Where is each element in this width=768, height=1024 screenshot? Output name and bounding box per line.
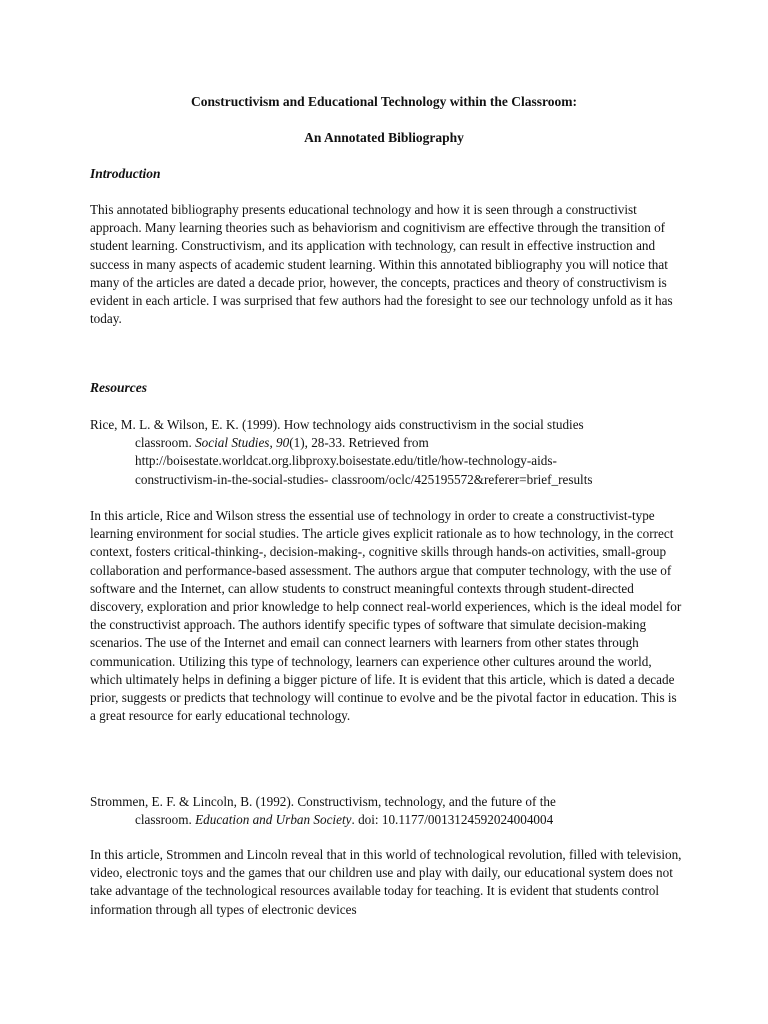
citation-line: Rice, M. L. & Wilson, E. K. (1999). How technology aids constructivism in the social studies (90, 417, 584, 432)
resources-heading: Resources (90, 380, 147, 395)
citation-strommen-lincoln (90, 793, 700, 829)
introduction-heading: Introduction (90, 166, 161, 181)
citation-text: . doi: 10.1177/0013124592024004004 (351, 812, 554, 828)
journal-volume: 90 (276, 435, 290, 451)
document-title: Constructivism and Educational Technology within the Classroom: (190, 94, 578, 109)
citation-line (90, 434, 700, 452)
citation-text: , (269, 435, 277, 451)
citation-text: classroom. (135, 435, 196, 451)
citation-line (90, 811, 700, 829)
citation-url-line: http://boisestate.worldcat.org.libproxy.boisestate.edu/title/how-technology-aids- (135, 453, 557, 469)
citation-text: (1), 28-33. Retrieved from (289, 435, 429, 451)
annotation-strommen-lincoln: In this article, Strommen and Lincoln reveal that in this world of technological revolution, filled with television, video, electronic toys and the games that our children use and play with daily, our educational system does not take advantage of the technological resources available today for teaching. It is evident that students control information through all types of electronic devices (90, 847, 682, 917)
annotation-rice-wilson: In this article, Rice and Wilson stress the essential use of technology in order to create a constructivist-type learning environment for social studies. The article gives explicit rationale as to how technology, in the correct context, fosters critical-thinking-, decision-making-, cognitive skills through hands-on activities, small-group collaboration and performance-based assessment. The authors argue that computer technology, with the use of software and the Internet, can allow students to construct meaningful contexts through student-directed discovery, exploration and prior knowledge to help connect real-world experiences, which is the ideal model for the constructivist approach. The authors identify specific types of software that simulate decision-making scenarios. The use of the Internet and email can connect learners with learners from other states through communication. Utilizing this type of technology, learners can experience other cultures around the world, which ultimately helps in defining a bigger picture of life. It is evident that this article, which is dated a decade prior, suggests or predicts that technology will continue to evolve and be the pivotal factor in education. This is a great resource for early educational technology. (90, 508, 682, 724)
introduction-paragraph: This annotated bibliography presents educational technology and how it is seen through a constructivist approach. Many learning theories such as behaviorism and cognitivism are effective through the transition of student learning. Constructivism, and its application with technology, can result in effective instruction and success in many aspects of academic student learning. Within this annotated bibliography you will notice that many of the articles are dated a decade prior, however, the concepts, practices and theory of constructivism is evident in each article. I was surprised that few authors had the foresight to see our technology unfold as it has today. (90, 202, 673, 327)
citation-line: Strommen, E. F. & Lincoln, B. (1992). Constructivism, technology, and the future of the (90, 794, 556, 809)
citation-url-line: constructivism-in-the-social-studies- classroom/oclc/425195572&referer=brief_results (135, 471, 593, 487)
citation-rice-wilson (90, 416, 700, 489)
journal-name: Social Studies (195, 435, 270, 451)
document-subtitle: An Annotated Bibliography (304, 130, 464, 145)
journal-name: Education and Urban Society (195, 812, 352, 828)
citation-text: classroom. (135, 812, 196, 828)
